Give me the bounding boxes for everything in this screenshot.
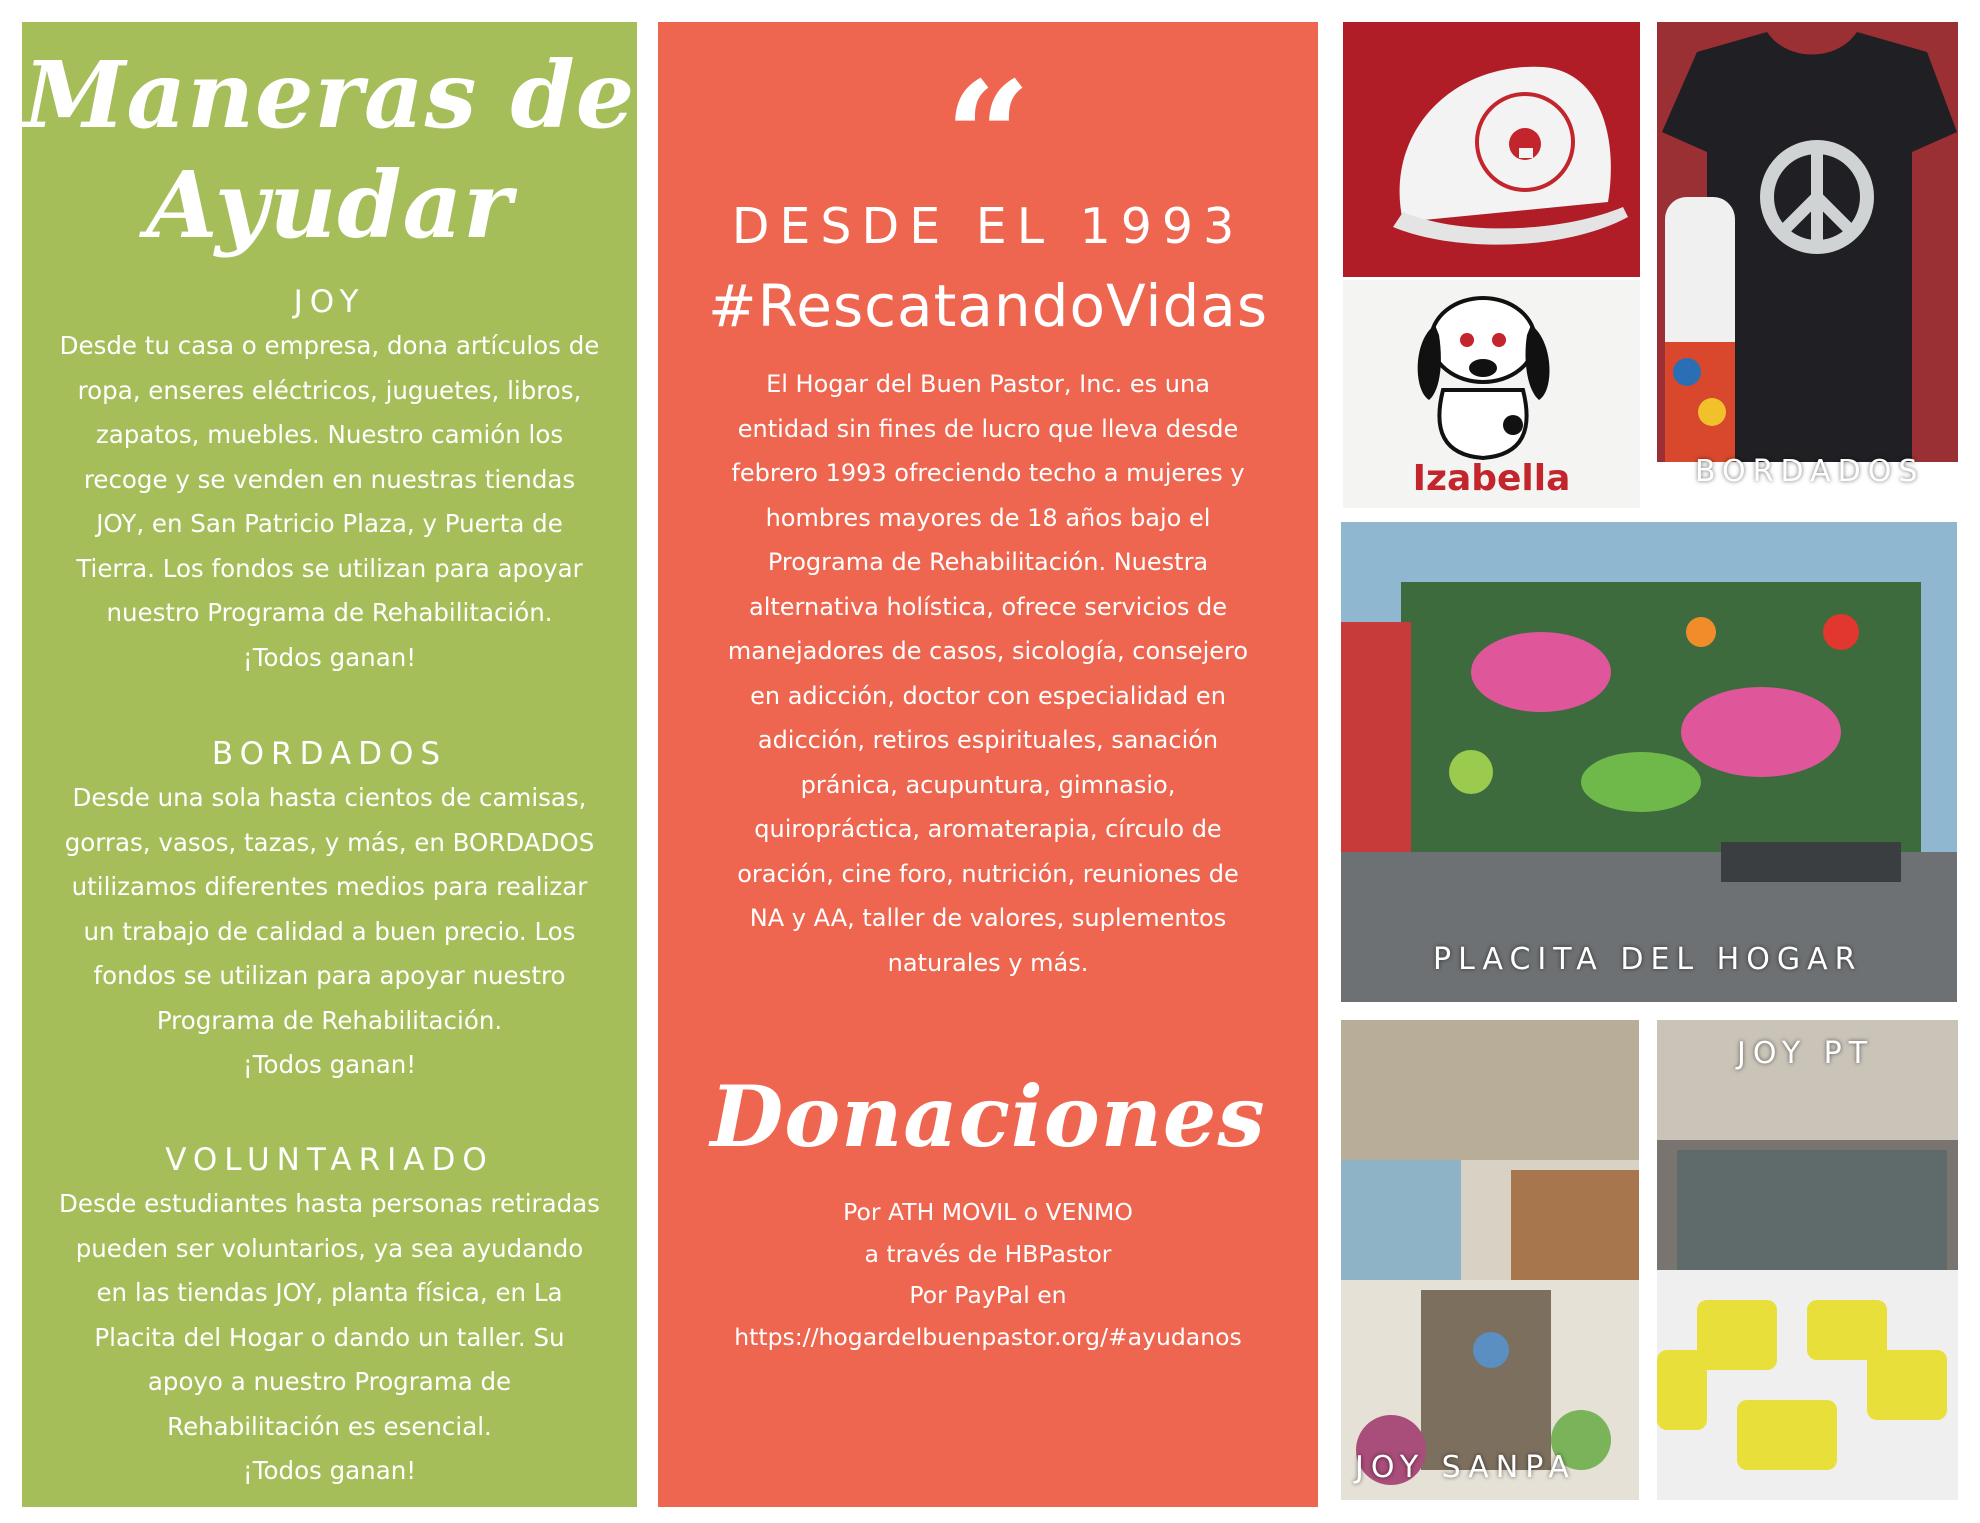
- ceramics-illustration: [1657, 1020, 1958, 1500]
- quote-icon: “: [944, 49, 1032, 225]
- text-line: Por ATH MOVIL o VENMO: [843, 1198, 1133, 1226]
- text-line: pránica, acupuntura, gimnasio,: [800, 770, 1176, 799]
- donations-info: [658, 1192, 1318, 1358]
- text-line: en adicción, doctor con especialidad en: [750, 681, 1226, 710]
- bordados-photo: [1657, 22, 1958, 502]
- store-illustration: [1341, 1020, 1639, 1500]
- text-line: quiropráctica, aromaterapia, círculo de: [754, 815, 1222, 843]
- bordados-description: [42, 776, 617, 1088]
- text-line: Desde estudiantes hasta personas retiradas: [59, 1189, 600, 1218]
- text-line: Tierra. Los fondos se utilizan para apoyar: [76, 553, 583, 583]
- izabella-embroidery-photo: [1343, 280, 1640, 508]
- text-line: ropa, enseres eléctricos, juguetes, libros,: [77, 375, 582, 405]
- text-line: Placita del Hogar o dando un taller. Su: [94, 1322, 565, 1352]
- hashtag-heading: #RescatandoVidas: [707, 272, 1269, 340]
- text-line: nuestro Programa de Rehabilitación.: [106, 598, 553, 627]
- text-line: oración, cine foro, nutrición, reuniones de: [737, 859, 1239, 888]
- izabella-label: Izabella: [1412, 458, 1571, 499]
- text-line: alternativa holística, ofrece servicios de: [748, 592, 1228, 621]
- ways-to-help-panel: [22, 22, 637, 1507]
- donations-title: Donaciones: [710, 1067, 1266, 1166]
- text-line: zapatos, muebles. Nuestro camión los: [95, 420, 564, 449]
- text-line: adicción, retiros espirituales, sanación: [757, 726, 1219, 754]
- bordados-caption: BORDADOS: [1695, 454, 1925, 489]
- text-line: entidad sin fines de lucro que lleva desde: [737, 414, 1239, 443]
- panel-title-line2: Ayudar: [146, 151, 513, 259]
- joy-sanpa-caption: JOY SANPA: [1355, 1450, 1576, 1485]
- text-line: febrero 1993 ofreciendo techo a mujeres y: [731, 459, 1245, 487]
- text-line: recoge y se venden en nuestras tiendas: [83, 464, 576, 494]
- text-line: apoyo a nuestro Programa de: [147, 1367, 512, 1396]
- text-line: hombres mayores de 18 años bajo el: [765, 503, 1211, 532]
- cap-illustration: [1343, 22, 1640, 277]
- text-line: Rehabilitación es esencial.: [167, 1411, 492, 1441]
- mission-text: [680, 362, 1296, 985]
- joy-sanpa-photo: [1341, 1020, 1639, 1500]
- text-line: ¡Todos ganan!: [242, 642, 417, 672]
- text-line: Desde tu casa o empresa, dona artículos de: [59, 331, 600, 360]
- placita-caption: PLACITA DEL HOGAR: [1433, 942, 1863, 977]
- bordados-heading: BORDADOS: [211, 736, 448, 772]
- joy-heading: JOY: [293, 284, 366, 320]
- text-line: JOY, en San Patricio Plaza, y Puerta de: [96, 509, 563, 538]
- text-line: manejadores de casos, sicología, consejero: [727, 637, 1249, 665]
- text-line: gorras, vasos, tazas, y más, en BORDADOS: [64, 827, 595, 857]
- text-line: pueden ser voluntarios, ya sea ayudando: [75, 1233, 584, 1263]
- joy-description: [42, 324, 617, 680]
- text-line: ¡Todos ganan!: [242, 1050, 417, 1079]
- text-line: Desde una sola hasta cientos de camisas,: [72, 783, 587, 812]
- joy-pt-caption: JOY PT: [1737, 1036, 1875, 1071]
- tshirt-illustration: [1657, 22, 1958, 502]
- placita-photo: [1341, 522, 1957, 1002]
- voluntariado-heading: VOLUNTARIADO: [165, 1142, 494, 1178]
- text-line: ¡Todos ganan!: [242, 1456, 417, 1485]
- panel-title-line1: Maneras de: [23, 41, 636, 149]
- text-line: a través de HBPastor: [864, 1239, 1112, 1268]
- cap-photo: [1343, 22, 1640, 277]
- text-line: Programa de Rehabilitación.: [156, 1005, 503, 1035]
- text-line: naturales y más.: [887, 948, 1089, 977]
- text-line: Por PayPal en: [909, 1281, 1067, 1309]
- text-line: NA y AA, taller de valores, suplementos: [749, 904, 1227, 932]
- mural-illustration: [1341, 522, 1957, 1002]
- joy-pt-photo: [1657, 1020, 1958, 1500]
- text-line: utilizamos diferentes medios para realizar: [71, 872, 588, 901]
- text-line: fondos se utilizan para apoyar nuestro: [93, 961, 566, 990]
- voluntariado-description: [42, 1182, 617, 1494]
- since-heading: DESDE EL 1993: [731, 198, 1245, 255]
- text-line: un trabajo de calidad a buen precio. Los: [83, 916, 576, 946]
- text-line: Programa de Rehabilitación. Nuestra: [767, 548, 1209, 576]
- about-panel: [658, 22, 1318, 1507]
- text-line: en las tiendas JOY, planta física, en La: [96, 1278, 563, 1307]
- text-line: El Hogar del Buen Pastor, Inc. es una: [766, 370, 1210, 398]
- donations-link[interactable]: https://hogardelbuenpastor.org/#ayudanos: [734, 1322, 1242, 1351]
